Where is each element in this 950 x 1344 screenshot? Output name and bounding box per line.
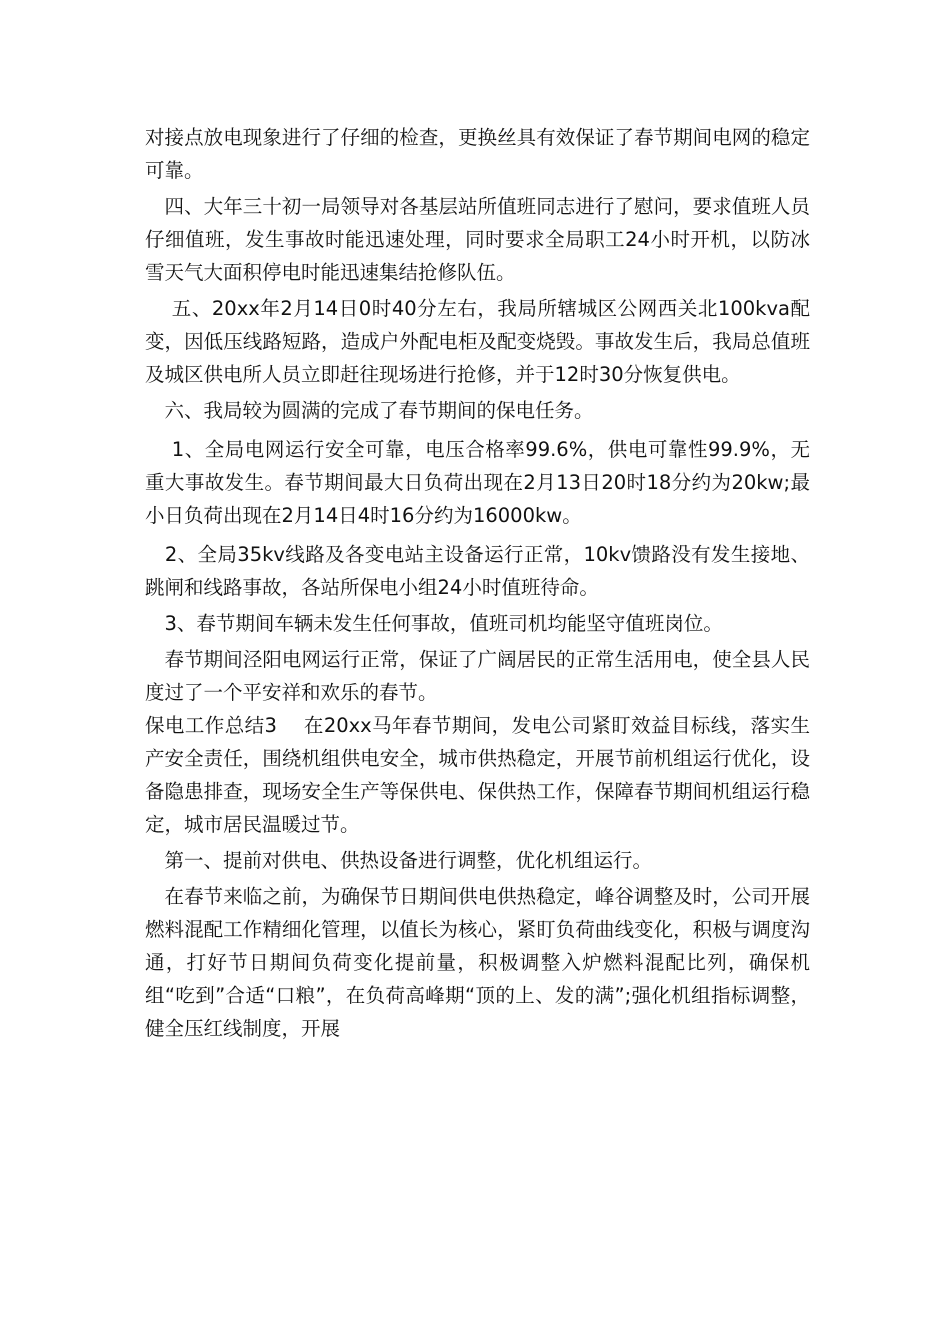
paragraph-item-six: 六、我局较为圆满的完成了春节期间的保电任务。 [145,399,594,422]
paragraph-before-festival: 在春节来临之前，为确保节日期间供电供热稳定，峰谷调整及时，公司开展燃料混配工作精细化管理，以值长为核心，紧盯负荷曲线变化，积极与调度沟通，打好节日期间负荷变化提前量，积极调整入炉燃料混配比列，确保机组“吃到”合适“口粮”，在负荷高峰期“顶的上、发的满”;强化机组指标调整，健全压红线制度，开展 [145,885,810,1040]
paragraph-subitem-three: 3、春节期间车辆未发生任何事故，值班司机均能坚守值班岗位。 [145,612,723,635]
paragraph-item-five: 五、20xx年2月14日0时40分左右，我局所辖城区公网西关北100kva配变，因低压线路短路，造成户外配电柜及配变烧毁。事故发生后，我局总值班及城区供电所人员立即赶往现场进行抢修，并于12时30分恢复供电。 [145,297,810,386]
paragraph-subitem-one: 1、全局电网运行安全可靠，电压合格率99.6%，供电可靠性99.9%，无重大事故发生。春节期间最大日负荷出现在2月13日20时18分约为20kw;最小日负荷出现在2月14日4时16分约为16000kw。 [145,438,810,527]
paragraph-fuse-inspection: 对接点放电现象进行了仔细的检查，更换丝具有效保证了春节期间电网的稳定可靠。 [145,126,810,182]
paragraph-summary: 春节期间泾阳电网运行正常，保证了广阔居民的正常生活用电，使全县人民度过了一个平安祥和欢乐的春节。 [145,648,810,704]
paragraph-first-item: 第一、提前对供电、供热设备进行调整，优化机组运行。 [145,849,653,872]
paragraph-item-four: 四、大年三十初一局领导对各基层站所值班同志进行了慰问，要求值班人员仔细值班，发生事故时能迅速处理，同时要求全局职工24小时开机，以防冰雪天气大面积停电时能迅速集结抢修队伍。 [145,195,810,284]
paragraph-summary-three-intro: 保电工作总结3 在20xx马年春节期间，发电公司紧盯效益目标线，落实生产安全责任，围绕机组供电安全，城市供热稳定，开展节前机组运行优化，设备隐患排查，现场安全生产等保供电、保供热工作，保障春节期间机组运行稳定，城市居民温暖过节。 [145,714,810,836]
paragraph-subitem-two: 2、全局35kv线路及各变电站主设备运行正常，10kv馈路没有发生接地、跳闸和线路事故，各站所保电小组24小时值班待命。 [145,543,810,599]
document-body [145,121,810,1045]
